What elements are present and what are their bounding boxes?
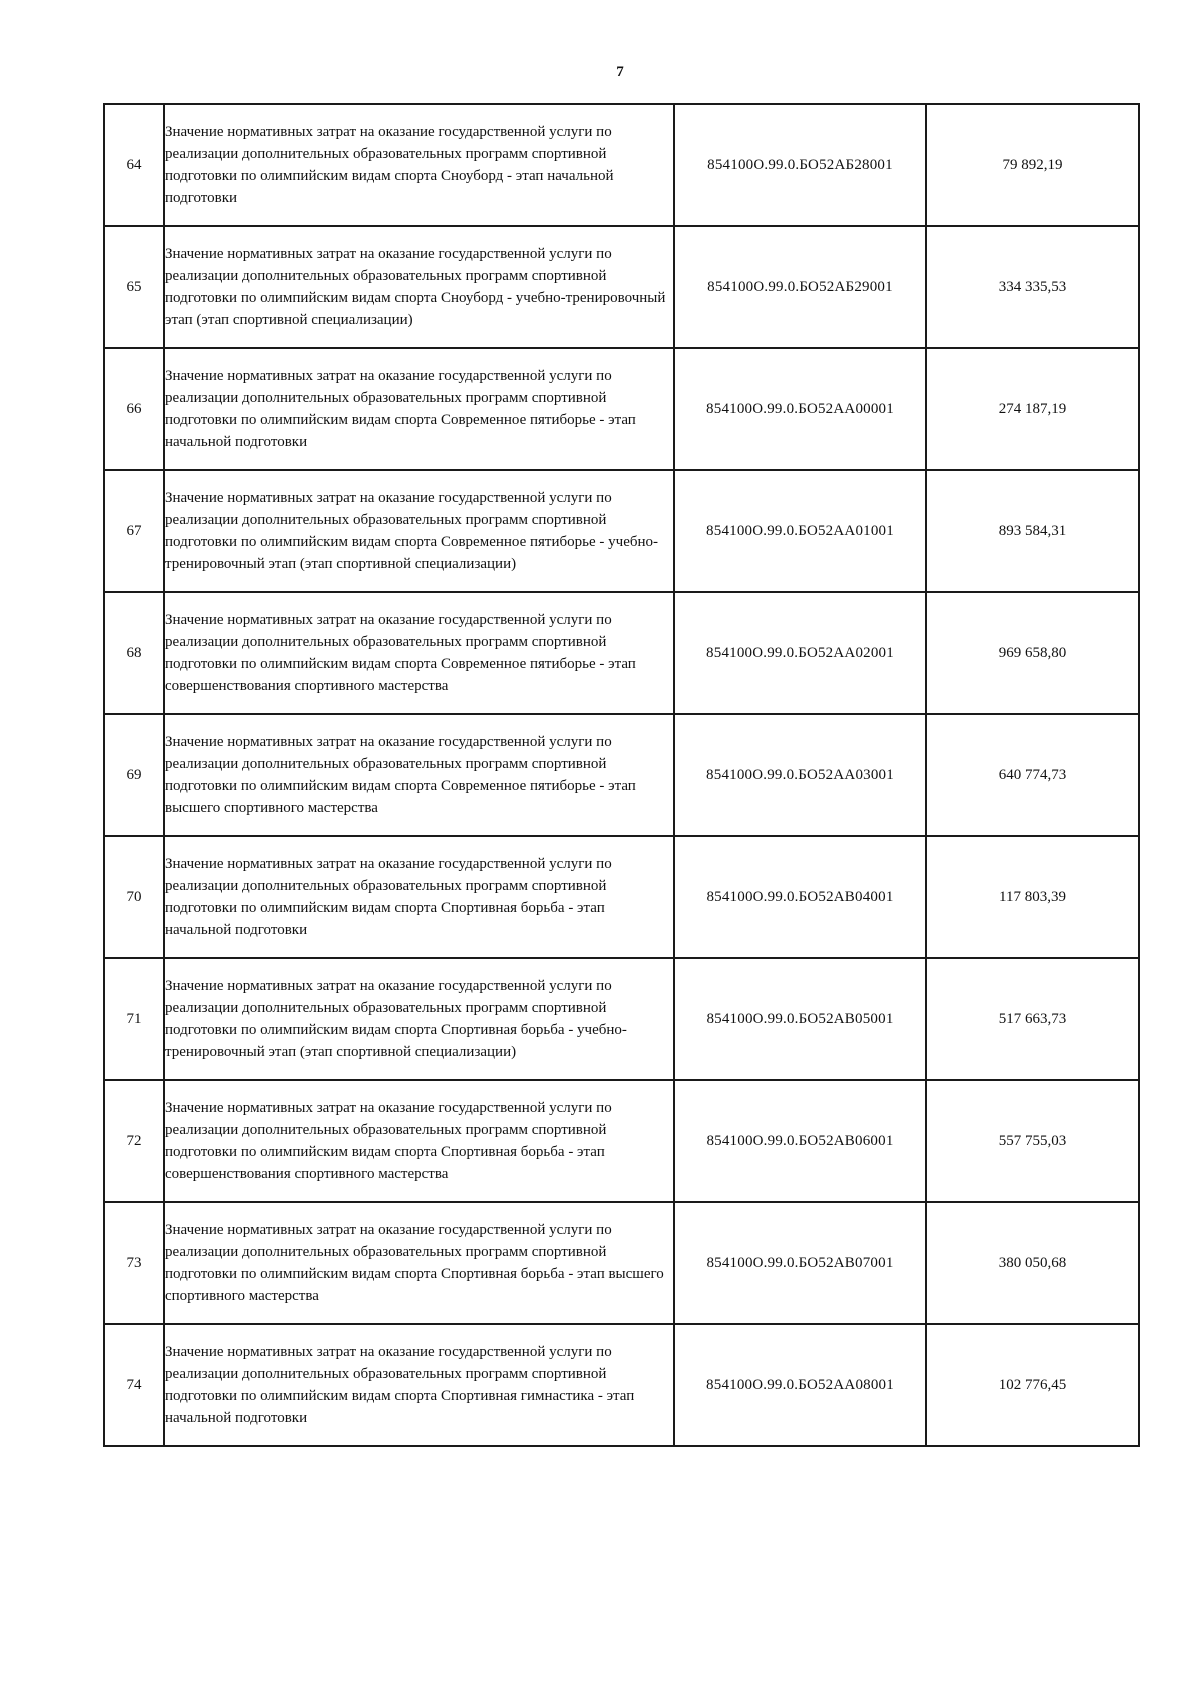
table-row [104, 226, 1139, 348]
row-code: 854100О.99.0.БО52АА01001 [674, 470, 926, 592]
row-description: Значение нормативных затрат на оказание государственной услуги по реализации дополнительных образовательных программ спортивной подготовки по олимпийским видам спорта Современное пятиборье - этап начальной подготовки [164, 348, 674, 470]
table-row [104, 1080, 1139, 1202]
row-description: Значение нормативных затрат на оказание государственной услуги по реализации дополнительных образовательных программ спортивной подготовки по олимпийским видам спорта Сноуборд - этап начальной подготовки [164, 104, 674, 226]
row-number: 71 [104, 958, 164, 1080]
table-row [104, 836, 1139, 958]
row-number: 68 [104, 592, 164, 714]
row-value: 380 050,68 [926, 1202, 1139, 1324]
row-value: 969 658,80 [926, 592, 1139, 714]
table-row [104, 1202, 1139, 1324]
row-value: 79 892,19 [926, 104, 1139, 226]
row-value: 640 774,73 [926, 714, 1139, 836]
row-description: Значение нормативных затрат на оказание государственной услуги по реализации дополнительных образовательных программ спортивной подготовки по олимпийским видам спорта Спортивная борьба - этап начальной подготовки [164, 836, 674, 958]
row-number: 73 [104, 1202, 164, 1324]
row-value: 102 776,45 [926, 1324, 1139, 1446]
table-row [104, 348, 1139, 470]
row-code: 854100О.99.0.БО52АБ28001 [674, 104, 926, 226]
row-number: 66 [104, 348, 164, 470]
table-row [104, 1324, 1139, 1446]
row-code: 854100О.99.0.БО52АА08001 [674, 1324, 926, 1446]
row-value: 517 663,73 [926, 958, 1139, 1080]
row-number: 64 [104, 104, 164, 226]
row-value: 274 187,19 [926, 348, 1139, 470]
row-code: 854100О.99.0.БО52АА03001 [674, 714, 926, 836]
row-description: Значение нормативных затрат на оказание государственной услуги по реализации дополнительных образовательных программ спортивной подготовки по олимпийским видам спорта Современное пятиборье - учебно-тренировочный этап (этап спортивной специализации) [164, 470, 674, 592]
row-code: 854100О.99.0.БО52АА02001 [674, 592, 926, 714]
row-description: Значение нормативных затрат на оказание государственной услуги по реализации дополнительных образовательных программ спортивной подготовки по олимпийским видам спорта Спортивная борьба - этап высшего спортивного мастерства [164, 1202, 674, 1324]
row-description: Значение нормативных затрат на оказание государственной услуги по реализации дополнительных образовательных программ спортивной подготовки по олимпийским видам спорта Спортивная борьба - учебно-тренировочный этап (этап спортивной специализации) [164, 958, 674, 1080]
row-value: 557 755,03 [926, 1080, 1139, 1202]
row-description: Значение нормативных затрат на оказание государственной услуги по реализации дополнительных образовательных программ спортивной подготовки по олимпийским видам спорта Спортивная борьба - этап совершенствования спортивного мастерства [164, 1080, 674, 1202]
row-value: 334 335,53 [926, 226, 1139, 348]
row-number: 65 [104, 226, 164, 348]
table-row [104, 958, 1139, 1080]
row-value: 893 584,31 [926, 470, 1139, 592]
row-description: Значение нормативных затрат на оказание государственной услуги по реализации дополнительных образовательных программ спортивной подготовки по олимпийским видам спорта Современное пятиборье - этап совершенствования спортивного мастерства [164, 592, 674, 714]
row-description: Значение нормативных затрат на оказание государственной услуги по реализации дополнительных образовательных программ спортивной подготовки по олимпийским видам спорта Сноуборд - учебно-тренировочный этап (этап спортивной специализации) [164, 226, 674, 348]
table-row [104, 592, 1139, 714]
row-description: Значение нормативных затрат на оказание государственной услуги по реализации дополнительных образовательных программ спортивной подготовки по олимпийским видам спорта Спортивная гимнастика - этап начальной подготовки [164, 1324, 674, 1446]
row-description: Значение нормативных затрат на оказание государственной услуги по реализации дополнительных образовательных программ спортивной подготовки по олимпийским видам спорта Современное пятиборье - этап высшего спортивного мастерства [164, 714, 674, 836]
row-number: 74 [104, 1324, 164, 1446]
row-value: 117 803,39 [926, 836, 1139, 958]
row-number: 69 [104, 714, 164, 836]
page-number: 7 [616, 64, 624, 80]
row-code: 854100О.99.0.БО52АА00001 [674, 348, 926, 470]
row-code: 854100О.99.0.БО52АВ06001 [674, 1080, 926, 1202]
row-code: 854100О.99.0.БО52АВ07001 [674, 1202, 926, 1324]
table-row [104, 470, 1139, 592]
row-number: 72 [104, 1080, 164, 1202]
row-code: 854100О.99.0.БО52АБ29001 [674, 226, 926, 348]
table-row [104, 714, 1139, 836]
row-number: 67 [104, 470, 164, 592]
row-code: 854100О.99.0.БО52АВ04001 [674, 836, 926, 958]
table-row [104, 104, 1139, 226]
row-code: 854100О.99.0.БО52АВ05001 [674, 958, 926, 1080]
row-number: 70 [104, 836, 164, 958]
normative-costs-table [103, 103, 1140, 1447]
